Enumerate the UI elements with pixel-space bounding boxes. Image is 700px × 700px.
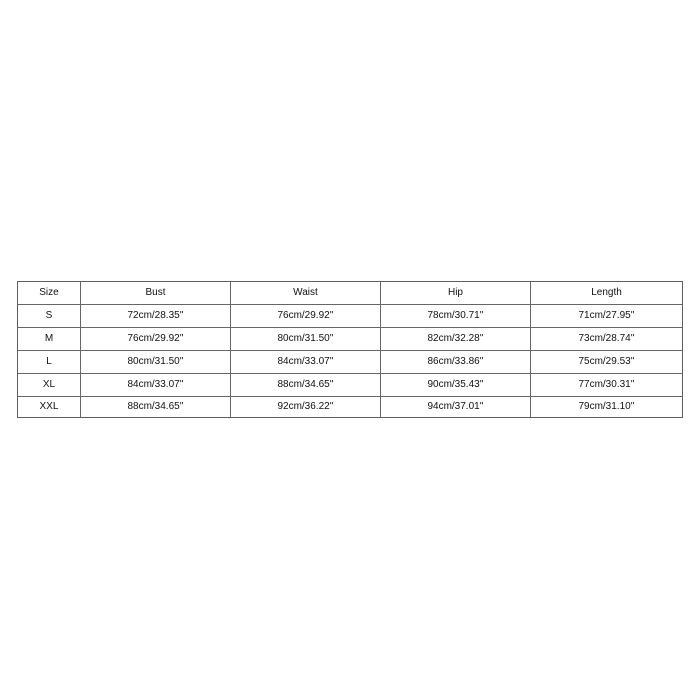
- length-cell: 71cm/27.95'': [531, 305, 682, 328]
- header-size: Size: [18, 282, 81, 305]
- table-row: [18, 374, 682, 397]
- waist-cell: 76cm/29.92'': [231, 305, 381, 328]
- header-hip: Hip: [381, 282, 531, 305]
- hip-cell: 86cm/33.86'': [381, 351, 531, 374]
- table-row: [18, 397, 682, 417]
- waist-cell: 80cm/31.50'': [231, 328, 381, 351]
- size-chart-table: [17, 281, 683, 418]
- bust-cell: 88cm/34.65'': [81, 397, 231, 417]
- header-bust: Bust: [81, 282, 231, 305]
- header-waist: Waist: [231, 282, 381, 305]
- hip-cell: 78cm/30.71'': [381, 305, 531, 328]
- header-length: Length: [531, 282, 682, 305]
- bust-cell: 84cm/33.07'': [81, 374, 231, 397]
- table-row: [18, 328, 682, 351]
- bust-cell: 72cm/28.35'': [81, 305, 231, 328]
- table-header: [18, 282, 682, 305]
- header-row: [18, 282, 682, 305]
- size-cell: L: [18, 351, 81, 374]
- size-cell: M: [18, 328, 81, 351]
- length-cell: 73cm/28.74'': [531, 328, 682, 351]
- hip-cell: 82cm/32.28'': [381, 328, 531, 351]
- size-cell: XL: [18, 374, 81, 397]
- waist-cell: 84cm/33.07'': [231, 351, 381, 374]
- hip-cell: 94cm/37.01'': [381, 397, 531, 417]
- table-body: [18, 305, 682, 417]
- size-cell: S: [18, 305, 81, 328]
- bust-cell: 80cm/31.50'': [81, 351, 231, 374]
- length-cell: 75cm/29.53'': [531, 351, 682, 374]
- hip-cell: 90cm/35.43'': [381, 374, 531, 397]
- size-cell: XXL: [18, 397, 81, 417]
- length-cell: 79cm/31.10'': [578, 401, 635, 412]
- bust-cell: 76cm/29.92'': [81, 328, 231, 351]
- table-row: [18, 351, 682, 374]
- table-row: [18, 305, 682, 328]
- waist-cell: 88cm/34.65'': [231, 374, 381, 397]
- waist-cell: 92cm/36.22'': [231, 397, 381, 417]
- length-cell: 77cm/30.31'': [531, 374, 682, 397]
